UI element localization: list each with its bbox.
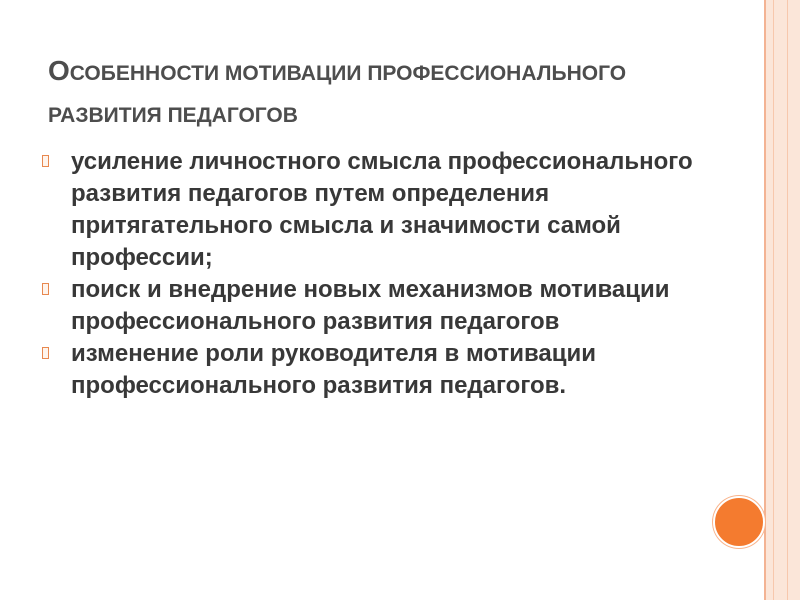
frame-line [787, 0, 788, 600]
title-rest: СОБЕННОСТИ МОТИВАЦИИ ПРОФЕССИОНАЛЬНОГО РАЗВИТИЯ ПЕДАГОГОВ [48, 62, 627, 127]
square-bullet-icon [42, 283, 49, 295]
list-item [40, 274, 710, 338]
list-item [40, 338, 710, 402]
bullet-text: поиск и внедрение новых механизмов мотивации профессионального развития педагогов [71, 276, 670, 335]
orange-circle-decoration [713, 496, 765, 548]
slide-title [48, 50, 728, 137]
bullet-list [40, 146, 710, 402]
bullet-text: усиление личностного смысла профессионального развития педагогов путем определения притягательного смысла и значимости самой профессии; [71, 148, 693, 271]
decorative-frame [764, 0, 800, 600]
frame-line [773, 0, 774, 600]
square-bullet-icon [42, 347, 49, 359]
bullet-text: изменение роли руководителя в мотивации профессионального развития педагогов. [71, 340, 596, 399]
square-bullet-icon [42, 155, 49, 167]
title-first-letter: О [48, 55, 70, 86]
frame-line [764, 0, 766, 600]
list-item [40, 146, 710, 274]
